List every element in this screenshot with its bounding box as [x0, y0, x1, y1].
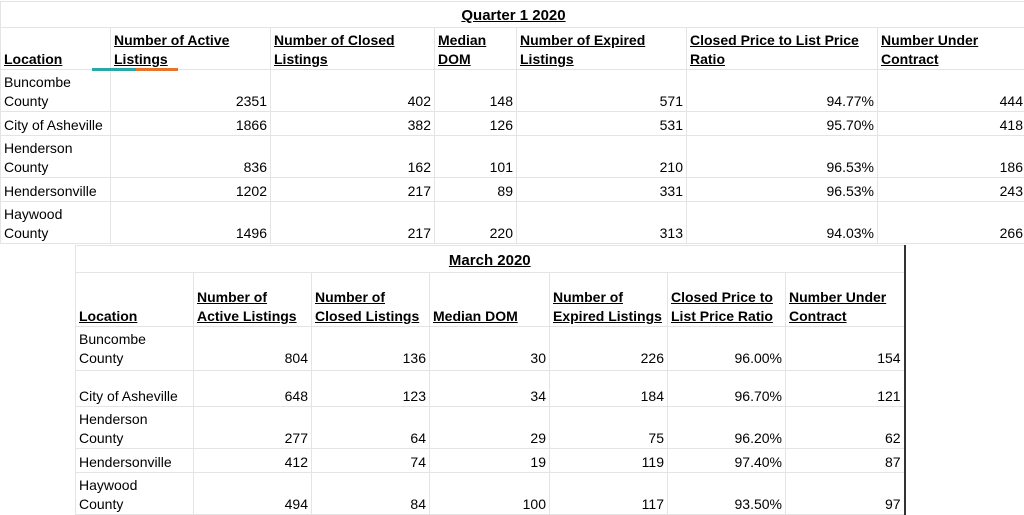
month-table: [75, 245, 906, 515]
month-title-row: [76, 246, 905, 273]
month-header-expired: [550, 273, 668, 327]
location-line: County: [79, 350, 123, 366]
dom-cell: 89: [435, 178, 517, 202]
header-line: Closed Price to: [671, 288, 782, 307]
dom-cell: 30: [430, 327, 550, 371]
active-cell: 836: [111, 136, 271, 178]
closed-cell: 64: [312, 407, 430, 449]
month-table-body: [76, 246, 905, 515]
table-row: [1, 136, 1024, 178]
closed-cell: 84: [312, 473, 430, 515]
header-line: Number Under: [881, 31, 1023, 50]
closed-cell: 136: [312, 327, 430, 371]
dom-cell: 220: [435, 202, 517, 244]
quarter-header-contract: [878, 28, 1024, 70]
location-cell: [1, 202, 111, 244]
header-line: Contract: [881, 50, 1023, 69]
header-line: List Price Ratio: [671, 307, 782, 326]
table-row: [76, 371, 905, 407]
active-cell: 2351: [111, 70, 271, 112]
ratio-cell: 94.03%: [687, 202, 878, 244]
contract-cell: 121: [786, 371, 905, 407]
closed-cell: 382: [271, 112, 435, 136]
table-row: [76, 407, 905, 449]
closed-cell: 123: [312, 371, 430, 407]
table-row: [1, 202, 1024, 244]
location-line: Henderson: [4, 140, 73, 156]
location-cell: [76, 327, 194, 371]
quarter-header-dom: [435, 28, 517, 70]
location-line: City of Asheville: [79, 388, 178, 404]
quarter-title: Quarter 1 2020: [1, 2, 1024, 28]
ratio-cell: 96.53%: [687, 178, 878, 202]
contract-cell: 62: [786, 407, 905, 449]
header-line: Number Under: [789, 288, 901, 307]
header-line: Location: [79, 307, 190, 326]
header-line: Number of: [553, 288, 664, 307]
location-cell: [1, 136, 111, 178]
active-cell: 1202: [111, 178, 271, 202]
location-line: County: [4, 93, 48, 109]
table-row: [76, 473, 905, 515]
table-row: [76, 449, 905, 473]
contract-cell: 186: [878, 136, 1024, 178]
quarter-header-closed: [271, 28, 435, 70]
active-cell: 412: [194, 449, 312, 473]
location-line: County: [4, 225, 48, 241]
table-row: [76, 327, 905, 371]
month-header-active: [194, 273, 312, 327]
location-cell: [76, 371, 194, 407]
quarter-table-body: [1, 2, 1024, 244]
accent-orange: [136, 68, 178, 71]
quarter-header-row: [1, 28, 1024, 70]
expired-cell: 331: [517, 178, 687, 202]
expired-cell: 210: [517, 136, 687, 178]
selection-accent: [92, 68, 178, 71]
contract-cell: 418: [878, 112, 1024, 136]
quarter-header-ratio: [687, 28, 878, 70]
header-line: Number of Expired: [520, 31, 683, 50]
quarter-header-expired: [517, 28, 687, 70]
quarter-title-row: [1, 2, 1024, 28]
location-line: County: [79, 430, 123, 446]
header-line: Number of: [315, 288, 426, 307]
quarter-table: [0, 1, 1024, 244]
ratio-cell: 95.70%: [687, 112, 878, 136]
location-cell: [76, 449, 194, 473]
header-line: Closed Price to List Price: [690, 31, 874, 50]
closed-cell: 402: [271, 70, 435, 112]
contract-cell: 154: [786, 327, 905, 371]
closed-cell: 74: [312, 449, 430, 473]
location-line: Buncombe: [79, 331, 146, 347]
dom-cell: 29: [430, 407, 550, 449]
contract-cell: 87: [786, 449, 905, 473]
expired-cell: 226: [550, 327, 668, 371]
location-cell: [1, 178, 111, 202]
active-cell: 1496: [111, 202, 271, 244]
ratio-cell: 93.50%: [668, 473, 786, 515]
header-line: Location: [4, 50, 107, 69]
month-header-contract: [786, 273, 905, 327]
contract-cell: 243: [878, 178, 1024, 202]
location-cell: [1, 70, 111, 112]
expired-cell: 119: [550, 449, 668, 473]
active-cell: 1866: [111, 112, 271, 136]
ratio-cell: 97.40%: [668, 449, 786, 473]
dom-cell: 101: [435, 136, 517, 178]
location-line: County: [4, 159, 48, 175]
table-row: [1, 178, 1024, 202]
expired-cell: 571: [517, 70, 687, 112]
expired-cell: 313: [517, 202, 687, 244]
expired-cell: 117: [550, 473, 668, 515]
active-cell: 804: [194, 327, 312, 371]
header-line: Expired Listings: [553, 307, 664, 326]
location-line: Haywood: [79, 477, 137, 493]
location-cell: [1, 112, 111, 136]
location-cell: [76, 473, 194, 515]
header-line: Number of: [197, 288, 308, 307]
month-header-row: [76, 273, 905, 327]
active-cell: 648: [194, 371, 312, 407]
dom-cell: 148: [435, 70, 517, 112]
dom-cell: 100: [430, 473, 550, 515]
expired-cell: 531: [517, 112, 687, 136]
table-row: [1, 70, 1024, 112]
location-line: Haywood: [4, 206, 62, 222]
location-line: City of Asheville: [4, 117, 103, 133]
header-line: Ratio: [690, 50, 874, 69]
closed-cell: 217: [271, 178, 435, 202]
ratio-cell: 96.70%: [668, 371, 786, 407]
active-cell: 494: [194, 473, 312, 515]
table-row: [1, 112, 1024, 136]
closed-cell: 217: [271, 202, 435, 244]
month-title: March 2020: [76, 246, 905, 273]
month-header-dom: [430, 273, 550, 327]
header-line: Listings: [114, 50, 267, 69]
expired-cell: 75: [550, 407, 668, 449]
location-line: Hendersonville: [4, 183, 97, 199]
contract-cell: 444: [878, 70, 1024, 112]
location-line: Hendersonville: [79, 454, 172, 470]
month-header-location: [76, 273, 194, 327]
accent-teal: [92, 68, 136, 71]
month-header-ratio: [668, 273, 786, 327]
quarter-header-location: [1, 28, 111, 70]
ratio-cell: 96.53%: [687, 136, 878, 178]
month-header-closed: [312, 273, 430, 327]
location-line: County: [79, 496, 123, 512]
quarter-header-active: [111, 28, 271, 70]
ratio-cell: 96.00%: [668, 327, 786, 371]
header-line: Closed Listings: [315, 307, 426, 326]
dom-cell: 19: [430, 449, 550, 473]
header-line: Active Listings: [197, 307, 308, 326]
header-line: Median: [438, 31, 513, 50]
location-cell: [76, 407, 194, 449]
header-line: Listings: [520, 50, 683, 69]
location-line: Henderson: [79, 411, 148, 427]
header-line: Listings: [274, 50, 431, 69]
header-line: Number of Closed: [274, 31, 431, 50]
dom-cell: 126: [435, 112, 517, 136]
header-line: DOM: [438, 50, 513, 69]
header-line: Median DOM: [433, 307, 546, 326]
contract-cell: 266: [878, 202, 1024, 244]
header-line: Number of Active: [114, 31, 267, 50]
ratio-cell: 96.20%: [668, 407, 786, 449]
closed-cell: 162: [271, 136, 435, 178]
dom-cell: 34: [430, 371, 550, 407]
location-line: Buncombe: [4, 74, 71, 90]
ratio-cell: 94.77%: [687, 70, 878, 112]
header-line: Contract: [789, 307, 901, 326]
active-cell: 277: [194, 407, 312, 449]
expired-cell: 184: [550, 371, 668, 407]
contract-cell: 97: [786, 473, 905, 515]
